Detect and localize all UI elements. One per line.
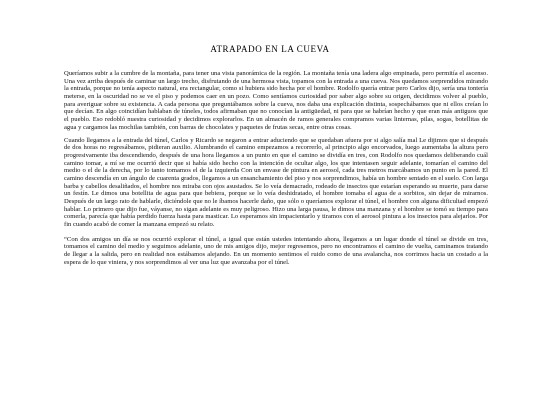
paragraph: Queríamos subir a la cumbre de la montaña, para tener una vista panorámica de la región. La montaña tenía una ladera algo empinada, pero permitía el ascenso. Una vez arriba después de caminar un largo trecho, disfrutando de una hermosa vista, topamos con la entrada a una cueva. Nos quedamos sorprendidos mirando la entrada, porque no tenía aspecto natural, era rectangular, como si hubiera sido hecha por el hombre. Rodolfo quería entrar pero Carlos dijo, sería una tontería meterse, en la oscuridad no se ve el piso y podemos caer en un pozo. Como sentíamos curiosidad por saber algo sobre su origen, decidimos volver al pueblo, para averiguar sobre su existencia. A cada persona que preguntábamos sobre la cueva, nos daba una explicación distinta, sospechábamos que ni ellos creían lo que decían. En algo coincidían hablaban de túneles, todos afirmaban que no conocían la antigüedad, ni para que se habrían hecho y que eran más antiguos que el pueblo. Eso redobló nuestra curiosidad y decidimos explorarlos. En un almacén de ramos generales compramos varias linternas, pilas, sogas, botellitas de agua y cargamos las mochilas también, con barras de chocolates y paquetes de frutas secas, entre otras cosas. — [64, 70, 488, 131]
document-body — [64, 70, 488, 274]
paragraph: “Con dos amigos un día se nos ocurrió explorar el túnel, a igual que están ustedes intentando ahora, llegamos a un lugar donde el túnel se divide en tres, tomamos el camino del medio y seguimos adelante, uno de mis amigos dijo, mejor regresemos, pero no encontramos el camino de vuelta, caminamos tratando de llegar a la salida, pero en realidad nos estábamos alejando. En un momento sentimos el ruido como de una avalancha, nos corrimos hacia un costado a la espera de lo que viniera, y nos sorprendimos al ver una luz que avanzaba por el túnel. — [64, 235, 488, 266]
paragraph: Cuando llegamos a la entrada del túnel, Carlos y Ricardo se negaron a entrar aduciendo que se quedaban afuera por si algo salía mal Le dijimos que si después de dos horas no regresábamos, pidieran auxilio. Alumbrando el camino empezamos a recorrerlo, al principio algo encorvados, luego aumentaba la altura pero progresivamente iba descendiendo, después de una hora llegamos a un punto en que el camino se dividía en tres, con Rodolfo nos quedamos deliberando cuál camino tomar, a mí se me ocurrió decir que si había sido hecho con la intención de ocultar algo, los que intentasen seguir adelante, tomarían el camino del medio o el de la derecha, por lo tanto tomamos el de la izquierda Con un envase de pintura en aerosol, cada tres metros marcábamos un punto en la pared. El camino descendía en un ángulo de cuarenta grados, llegamos a un ensanchamiento del piso y nos sorprendimos, había un hombre sentado en el suelo. Con larga barba y cabellos desaliñados, el hombre nos miraba con ojos asustados. Se lo veía demacrado, rodeado de insectos que estarían esperando su muerte, para darse un festín. Le dimos una botellita de agua para que bebiera, porque se lo veía deshidratado, el hombre tomaba el agua de a sorbitos, sin dejar de mirarnos. Después de un largo rato de hablarle, diciéndole que no le íbamos hacerle daño, que sólo o queríamos explorar el túnel, el hombre con alguna dificultad empezó hablar. Lo primero que dijo fue, váyanse, no sigan adelante es muy peligroso. Hizo una larga pausa, le dimos una manzana y el hombre se tomó su tiempo para comerla, parecía que había perdido fuerza hasta para masticar. Lo esperamos sin impacientarlo y tiramos con el aerosol pintura a los insectos para alejarlos. Por fin cuando acabó de comer la manzana empezó su relato. — [64, 136, 488, 228]
document-title: ATRAPADO EN LA CUEVA — [210, 44, 330, 54]
